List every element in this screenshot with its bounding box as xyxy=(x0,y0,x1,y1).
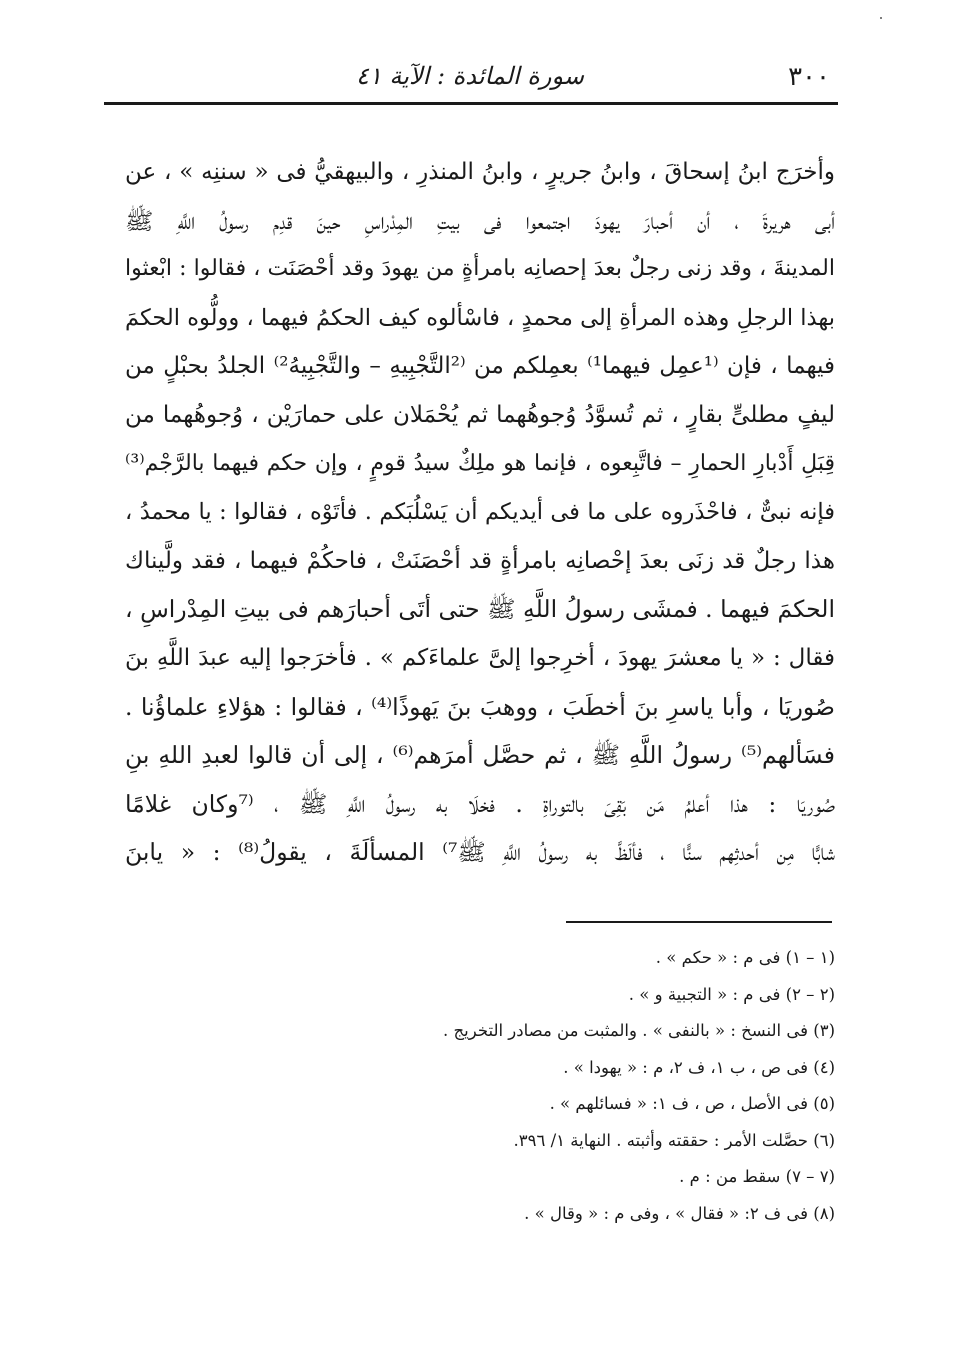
text-line: فيهما ، فإن ⁽¹عمِل فيهما¹⁾ بعمِلكم من ⁽²التَّجْبِيهِ – والتَّجْبِيهُ²⁾ الجلدُ بحبْلٍ من xyxy=(125,353,835,380)
footnote-rule xyxy=(566,921,832,923)
footnote: (٣) فى النسخ : « بالنفى » . والمثبت من مصادر التخريج . xyxy=(442,1021,835,1040)
text-line: شابًّا مِن أحدثِهم سنًّا ، فألَظَّ به رسولُ اللَّهِ ﷺ⁷⁾ المسألَةَ ، يقولُ⁽⁸⁾ : « يابنَ xyxy=(125,838,835,867)
text-line: صُوريَا : هذا أعلمُ مَن بَقِىَ بالتوراةِ . فخلَا به رسولُ اللَّهِ ﷺ ، ⁽⁷وكان غلامًا xyxy=(125,789,835,818)
text-line: ليفٍ مطلىٍّ بقارٍ ، ثم تُسوَّدُ وُجوهُهما ثم يُحْمَلان على حمارَيْن ، وُجوهُهما من xyxy=(125,401,835,428)
footnote: (٨) فى ف ٢: « فقال » ، وفى م : « وقال » . xyxy=(524,1203,835,1223)
text-line: صُوريَا ، وأبا ياسرِ بنَ أخطَبَ ، ووهبَ بنَ يَهوذًا⁽⁴⁾ ، فقالوا : هؤلاءِ علماؤُنا . xyxy=(125,692,835,721)
footnote: (٤) فى ص ، ب ١، ف ٢، م : « يهودا » . xyxy=(563,1057,835,1077)
footnote: (٥) فى الأصل ، ص ، ف ١: « فسائلهم » . xyxy=(549,1094,835,1113)
page-number: ٣٠٠ xyxy=(788,62,830,92)
text-line: فقال : « يا معشرَ يهودَ ، أخرِجوا إلىَّ علماءَكم » . فأخرَجوا إليه عبدَ اللَّهِ بنَ xyxy=(125,644,835,671)
footnote: (٦) حصَّلت الأمر : حققته وأثبته . النهاية ١/ ٣٩٦. xyxy=(513,1130,835,1150)
footnote: (١ – ١) فى م : « حكم » . xyxy=(655,948,835,967)
scan-speck xyxy=(880,17,882,19)
text-line: قِبَلِ أَدْبارِ الحمارِ – فاتَّبِعوه ، فإنما هو ملِكٌ سيدُ قومٍ ، وإن حكم فيهما بالرَّجْم⁽³⁾ xyxy=(125,450,835,476)
main-text xyxy=(125,148,835,877)
footnotes-list xyxy=(275,940,835,1232)
surah-title: سورة المائدة : الآية ٤١ xyxy=(356,62,584,90)
text-line: فإنه نبىٌّ ، فاحْذَروه على ما فى أيديكم أن يَسْلُبَكم . فأتَوْه ، فقالوا : يا محمدُ ، xyxy=(125,499,835,526)
text-line: المدينةَ ، وقد زنى رجلٌ بعدَ إحصانِه بامرأةٍ من يهودَ وقد أحْصَنَت ، فقالوا : ابْعثوا xyxy=(125,256,835,282)
header-rule xyxy=(104,102,838,105)
text-line: بهذا الرجلِ وهذه المرأةِ إلى محمدٍ ، فاسْألوه كيف الحكمُ فيهما ، وولُّوه الحكمَ xyxy=(125,304,835,331)
footnote: (٧ – ٧) سقط من : م . xyxy=(679,1167,835,1186)
footnote: (٢ – ٢) فى م : « التجبية و » . xyxy=(628,984,835,1004)
running-header xyxy=(110,58,830,98)
text-line: أبى هريرةَ ، أن أحبارَ يهودَ اجتمعوا فى بيتِ المِدْراسِ حينَ قدِم رسولُ اللَّهِ ﷺ xyxy=(125,206,835,235)
text-line: الحكمَ فيهما . فمشَى رسولُ اللَّهِ ﷺ حتى أتَى أحبارَهم فى بيتِ المِدْراسِ ، xyxy=(125,595,835,624)
text-line: فسَألهم⁽⁵⁾ رسولُ اللَّهِ ﷺ ، ثم حصَّل أمرَهم⁽⁶⁾ ، إلى أن قالوا لعبدِ اللهِ بنِ xyxy=(125,741,835,770)
text-line: هذا رجلٌ قد زنَى بعدَ إحْصانِه بامرأةٍ قد أحْصَنَتْ ، فاحكُمْ فيهما ، فقد ولَّيناك xyxy=(125,547,835,574)
text-line: وأخرَج ابنُ إسحاقَ ، وابنُ جريرٍ ، وابنُ المنذرِ ، والبيهقيُّ فى « سننِه » ، عن xyxy=(125,159,835,185)
